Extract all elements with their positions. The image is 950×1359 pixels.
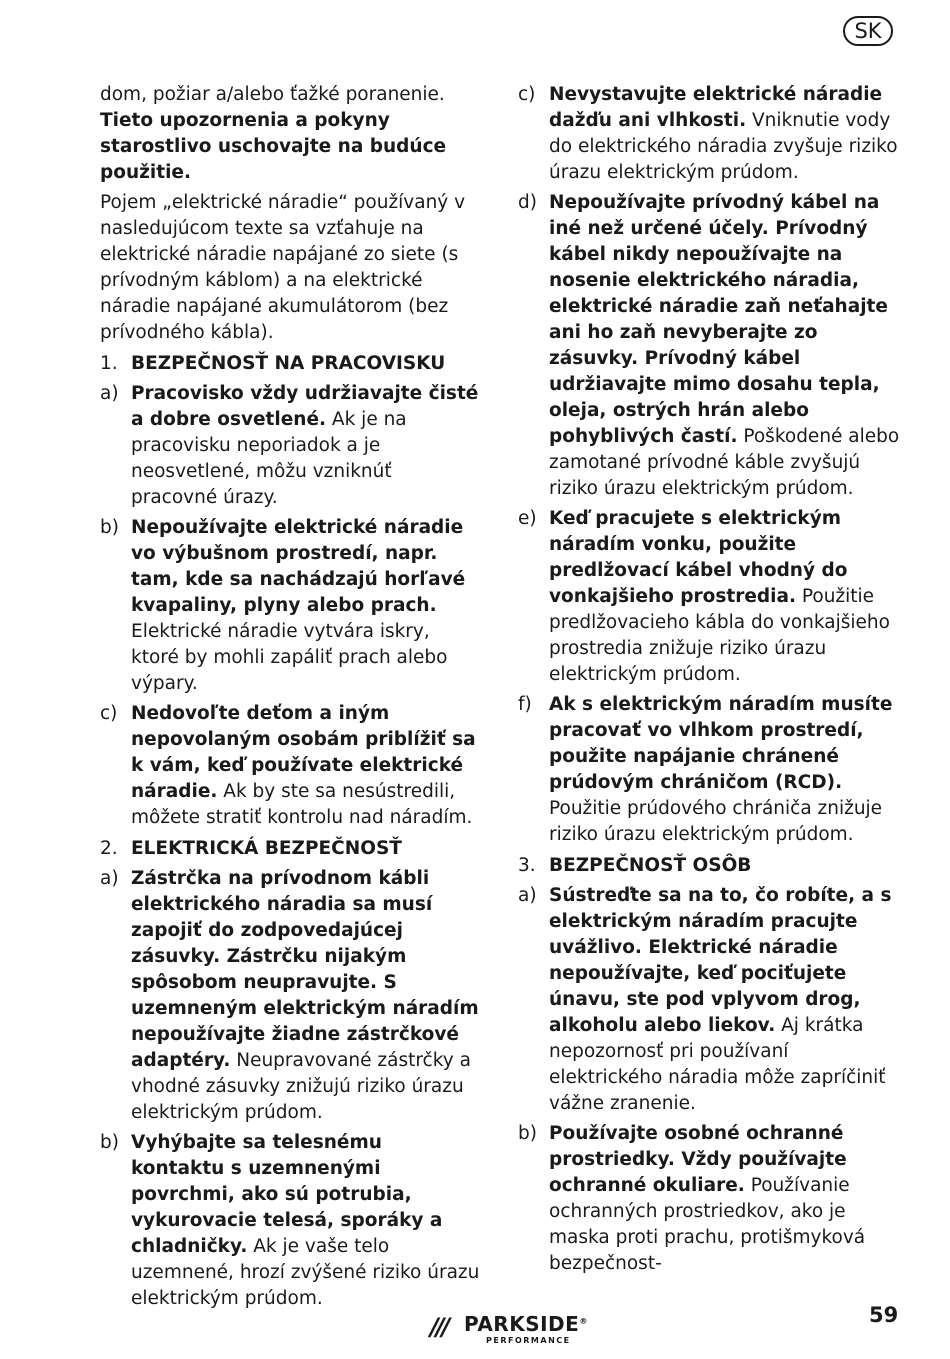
language-badge: SK xyxy=(843,16,893,46)
intro-text: dom, požiar a/alebo ťažké poranenie. xyxy=(100,84,445,105)
list-item: c) Nevystavujte elektrické náradie dažďu ani vlhkosti. Vniknutie vody do elektrického náradia zvyšuje riziko úrazu elektrickým prúdom. xyxy=(518,84,898,183)
keep-notice: Tieto upozornenia a pokyny starostlivo uschovajte na budúce použitie. xyxy=(100,110,447,183)
definition-text: Pojem „elektrické náradie“ používaný v nasledujúcom texte sa vzťahuje na elektrické náradie napájané zo siete (s prívodným káblom) a na elektrické náradie napájané akumulátorom (bez prívodného kábla). xyxy=(100,192,466,343)
list-item: e) Keď pracujete s elektrickým náradím vonku, použite predlžovací kábel vhodný do vonkajšieho prostredia. Použitie predlžovacieho kábla do vonkajšieho prostredia znižuje riziko úrazu elektrickým prúdom. xyxy=(518,508,890,685)
list-item: a) Pracovisko vždy udržiavajte čisté a dobre osvetlené. Ak je na pracovisku neporiadok a je neosvetlené, môžu vzniknúť pracovné úrazy. xyxy=(100,383,479,508)
parkside-logo xyxy=(430,1309,590,1349)
list-item: b) Vyhýbajte sa telesnému kontaktu s uzemnenými povrchmi, ako sú potrubia, vykurovacie telesá, sporáky a chladničky. Ak je vaše telo uzemnené, hrozí zvýšené riziko úrazu elektrickým prúdom. xyxy=(100,1132,480,1309)
logo-subtitle: PERFORMANCE xyxy=(486,1336,571,1345)
section-heading-2: 2. ELEKTRICKÁ BEZPEČNOSŤ xyxy=(100,838,402,859)
right-column xyxy=(518,82,900,1277)
list-item: a) Sústreďte sa na to, čo robíte, a s elektrickým náradím pracujte uvážlivo. Elektrické náradie nepoužívajte, keď pociťujete únavu, ste pod vplyvom drog, alkoholu alebo liekov. Aj krátka nepozornosť pri používaní elektrického náradia môže zapríčiniť vážne zranenie. xyxy=(518,885,892,1114)
section-heading-3: 3. BEZPEČNOSŤ OSÔB xyxy=(518,855,752,876)
list-item: b) Nepoužívajte elektrické náradie vo výbušnom prostredí, napr. tam, kde sa nachádzajú horľavé kvapaliny, plyny alebo prach. Elektrické náradie vytvára iskry, ktoré by mohli zapáliť prach alebo výpary. xyxy=(100,517,466,694)
left-column xyxy=(100,82,480,1312)
list-item: b) Používajte osobné ochranné prostriedky. Vždy používajte ochranné okuliare. Používanie ochranných prostriedkov, ako je maska proti prachu, protišmyková bezpečnost- xyxy=(518,1123,866,1274)
logo-slashes: /// xyxy=(430,1313,448,1341)
section-heading-1: 1. BEZPEČNOSŤ NA PRACOVISKU xyxy=(100,353,446,374)
list-item: a) Zástrčka na prívodnom kábli elektrického náradia sa musí zapojiť do zodpovedajúcej zásuvky. Zástrčku nijakým spôsobom neupravujte. S uzemneným elektrickým náradím nepoužívajte žiadne zástrčkové adaptéry. Neupravované zástrčky a vhodné zásuvky znižujú riziko úrazu elektrickým prúdom. xyxy=(100,868,479,1123)
list-item: d) Nepoužívajte prívodný kábel na iné než určené účely. Prívodný kábel nikdy nepoužívajte na nosenie elektrického náradia, elektrické náradie zaň neťahajte ani ho zaň nevyberajte zo zásuvky. Prívodný kábel udržiavajte mimo dosahu tepla, oleja, ostrých hrán alebo pohyblivých častí. Poškodené alebo zamotané prívodné káble zvyšujú riziko úrazu elektrickým prúdom. xyxy=(518,192,900,499)
logo-brand: PARKSIDE® xyxy=(464,1312,588,1336)
list-item: c) Nedovoľte deťom a iným nepovolaným osobám priblížiť sa k vám, keď používate elektrické náradie. Ak by ste sa nesústredili, môžete stratiť kontrolu nad náradím. xyxy=(100,703,476,828)
page-number: 59 xyxy=(869,1303,899,1327)
list-item: f) Ak s elektrickým náradím musíte pracovať vo vlhkom prostredí, použite napájanie chránené prúdovým chráničom (RCD). Použitie prúdového chrániča znižuje riziko úrazu elektrickým prúdom. xyxy=(518,694,893,845)
